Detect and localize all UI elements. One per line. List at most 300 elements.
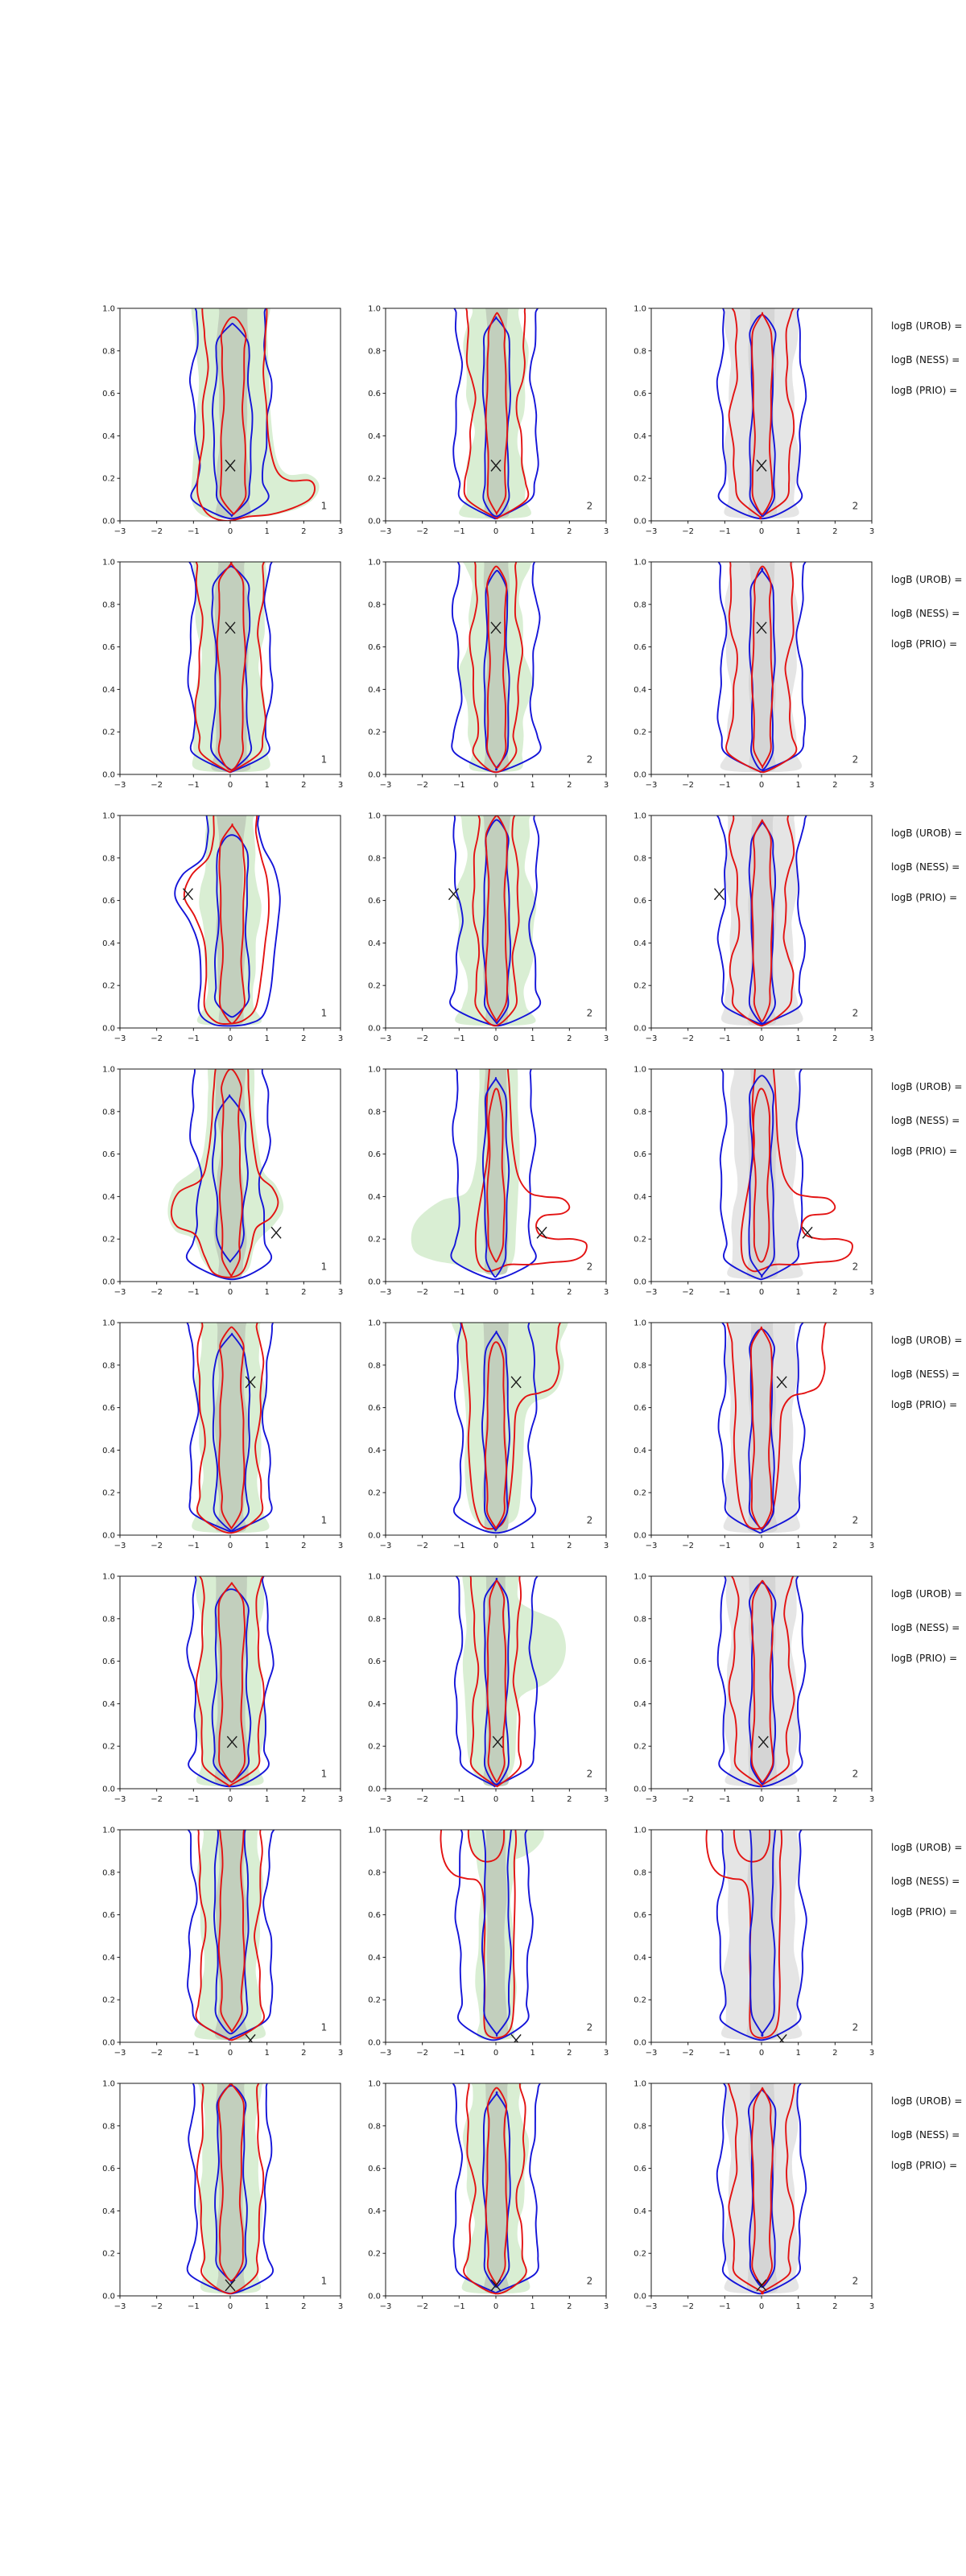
y-tick-label: 1.0 [634,811,646,821]
y-tick-label: 0.4 [368,1446,381,1455]
contour-layer [448,811,540,1026]
x-tick-label: 1 [795,1542,801,1550]
x-tick-label: −1 [187,781,200,790]
y-tick-label: 0.0 [368,1531,381,1541]
contour-layer [167,1064,283,1279]
x-tick-label: −3 [645,1542,658,1550]
x-tick-label: −2 [682,1034,695,1043]
x-tick-label: 1 [530,781,535,790]
subplot-r3c1 [88,811,352,1054]
y-tick-label: 0.0 [368,770,381,780]
subplot-r4c3 [619,1064,883,1307]
panel-corner-label: 2 [586,2275,593,2287]
contour-layer [184,1318,275,1533]
side-label-urob: logB (UROB) = [891,574,963,585]
x-tick-label: 2 [567,1288,572,1297]
x-tick-label: −3 [379,1542,392,1550]
y-tick-label: 1.0 [634,558,646,568]
y-tick-label: 0.6 [102,390,115,399]
side-label-urob: logB (UROB) = [891,828,963,839]
y-tick-label: 1.0 [368,304,381,314]
y-tick-label: 1.0 [102,1319,115,1328]
x-tick-label: −3 [114,781,126,790]
y-tick-label: 1.0 [368,1319,381,1328]
x-tick-label: 1 [795,781,801,790]
x-tick-label: −2 [151,2302,163,2311]
y-tick-label: 0.2 [634,2249,646,2259]
y-tick-label: 0.0 [368,517,381,526]
y-tick-label: 1.0 [368,1826,381,1835]
x-tick-label: −3 [645,1795,658,1804]
x-tick-label: −1 [187,2049,200,2058]
x-tick-label: −1 [187,527,200,536]
x-tick-label: 1 [530,2302,535,2311]
x-tick-label: 0 [493,1542,499,1550]
x-tick-label: 3 [603,1795,609,1804]
y-tick-label: 0.6 [368,1150,381,1160]
x-tick-label: 2 [832,2302,838,2311]
side-label-ness: logB (NESS) = [891,1115,960,1126]
side-label-prio: logB (PRIO) = [891,892,958,903]
subplot-r2c2 [353,557,617,800]
y-tick-label: 0.0 [634,1785,646,1794]
density-fill [191,303,319,518]
x-tick-label: −3 [114,2049,126,2058]
y-tick-label: 0.8 [634,1615,646,1624]
y-tick-label: 0.6 [368,1657,381,1667]
y-tick-label: 0.2 [634,728,646,737]
y-tick-label: 0.6 [634,2165,646,2174]
x-tick-label: −3 [645,2302,658,2311]
x-tick-label: −2 [682,527,695,536]
x-tick-label: −1 [452,527,465,536]
x-tick-label: −2 [151,1288,163,1297]
x-tick-label: 0 [758,2302,765,2311]
x-tick-label: −2 [416,527,429,536]
x-tick-label: −2 [151,781,163,790]
x-tick-label: −2 [416,1288,429,1297]
contour-layer [449,303,543,518]
y-tick-label: 0.2 [634,1488,646,1498]
x-tick-label: 2 [301,527,307,536]
y-tick-label: 0.4 [634,1953,646,1963]
x-tick-label: 1 [264,2049,270,2058]
x-tick-label: 1 [264,1795,270,1804]
side-label-ness: logB (NESS) = [891,608,960,619]
y-tick-label: 0.6 [368,2165,381,2174]
panel-corner-label: 2 [852,1007,859,1019]
y-tick-label: 1.0 [368,1572,381,1582]
subplot-r4c1 [88,1064,352,1307]
x-tick-label: −3 [114,1795,126,1804]
y-tick-label: 0.8 [368,347,381,357]
y-tick-label: 0.4 [368,2207,381,2216]
x-tick-label: 3 [869,2049,875,2058]
panel-corner-label: 1 [320,753,328,766]
panel-corner-label: 1 [320,1007,328,1019]
y-tick-label: 0.0 [102,770,115,780]
x-tick-label: 0 [227,2049,233,2058]
y-tick-label: 1.0 [102,1826,115,1835]
x-tick-label: 2 [567,2049,572,2058]
x-tick-label: −3 [379,527,392,536]
panel-corner-label: 1 [320,1768,328,1780]
x-tick-label: −2 [682,2049,695,2058]
side-label-prio: logB (PRIO) = [891,1653,958,1664]
subplot-r3c3 [619,811,883,1054]
y-tick-label: 0.8 [368,1615,381,1624]
y-tick-label: 0.2 [368,1235,381,1245]
panel-corner-label: 2 [852,2021,859,2033]
x-tick-label: −3 [645,1034,658,1043]
subplot-r3c2 [353,811,617,1054]
x-tick-label: 2 [567,527,572,536]
panel-corner-label: 2 [586,1768,593,1780]
y-tick-label: 0.0 [368,1785,381,1794]
x-tick-label: −2 [151,1542,163,1550]
side-label-ness: logB (NESS) = [891,354,960,365]
y-tick-label: 0.6 [634,390,646,399]
x-tick-label: 2 [832,1795,838,1804]
subplot-r8c1 [88,2079,352,2322]
x-tick-label: −3 [114,527,126,536]
x-tick-label: −1 [187,1034,200,1043]
x-tick-label: −1 [452,1288,465,1297]
y-tick-label: 0.2 [368,1488,381,1498]
x-tick-label: 3 [869,1795,875,1804]
x-tick-label: −1 [718,1795,731,1804]
y-tick-label: 0.8 [368,601,381,610]
x-tick-label: −3 [379,2049,392,2058]
x-tick-label: 0 [758,1795,765,1804]
side-label-prio: logB (PRIO) = [891,1906,958,1918]
contour-layer [716,1064,852,1279]
x-tick-label: −1 [718,1542,731,1550]
x-tick-label: 0 [493,781,499,790]
side-label-ness: logB (NESS) = [891,1622,960,1633]
x-tick-label: 3 [337,527,344,536]
x-tick-label: 3 [603,2049,609,2058]
x-tick-label: 0 [493,2049,499,2058]
x-tick-label: 2 [832,781,838,790]
y-tick-label: 1.0 [634,1826,646,1835]
x-tick-label: −1 [718,781,731,790]
subplot-r2c1 [88,557,352,800]
x-tick-label: 2 [832,527,838,536]
contour-layer [717,2079,808,2293]
subplot-r7c1 [88,1825,352,2068]
contour-layer [452,557,541,772]
side-label-urob: logB (UROB) = [891,1588,963,1600]
y-tick-label: 1.0 [368,811,381,821]
subplot-r5c2 [353,1318,617,1561]
x-tick-label: 3 [603,781,609,790]
y-tick-label: 0.2 [634,1742,646,1752]
y-tick-label: 0.4 [102,1446,115,1455]
side-label-ness: logB (NESS) = [891,1876,960,1887]
y-tick-label: 0.4 [634,1446,646,1455]
x-tick-label: 2 [301,1034,307,1043]
y-tick-label: 0.0 [634,1024,646,1034]
true-value-marker [714,889,724,900]
y-tick-label: 0.2 [102,1742,115,1752]
x-tick-label: −3 [645,781,658,790]
y-tick-label: 0.8 [102,1361,115,1371]
x-tick-label: −3 [379,1034,392,1043]
y-tick-label: 0.4 [368,939,381,948]
y-tick-label: 0.6 [634,1911,646,1921]
y-tick-label: 0.6 [634,643,646,653]
x-tick-label: 0 [758,1034,765,1043]
x-tick-label: 1 [264,527,270,536]
contour-layer [706,1825,807,2046]
y-tick-label: 0.4 [102,939,115,948]
y-tick-label: 0.6 [368,1911,381,1921]
x-tick-label: 3 [603,1034,609,1043]
x-tick-label: −2 [682,1795,695,1804]
y-tick-label: 0.4 [368,1953,381,1963]
y-tick-label: 1.0 [368,558,381,568]
x-tick-label: 2 [832,2049,838,2058]
y-tick-label: 0.8 [102,601,115,610]
x-tick-label: 2 [301,1542,307,1550]
x-tick-label: −1 [452,2302,465,2311]
y-tick-label: 0.8 [102,347,115,357]
y-tick-label: 0.0 [368,1278,381,1287]
x-tick-label: 2 [301,1288,307,1297]
y-tick-label: 0.2 [368,1742,381,1752]
x-tick-label: −3 [114,1034,126,1043]
x-tick-label: −1 [187,1795,200,1804]
panel-corner-label: 1 [320,1514,328,1526]
x-tick-label: 1 [795,1288,801,1297]
subplot-r1c2 [353,303,617,547]
y-tick-label: 0.6 [634,897,646,906]
contour-layer [716,1318,828,1533]
y-tick-label: 0.0 [634,1278,646,1287]
y-tick-label: 0.4 [102,1699,115,1709]
subplot-r2c3 [619,557,883,800]
x-tick-label: −3 [379,1795,392,1804]
y-tick-label: 0.2 [102,2249,115,2259]
contour-layer [450,1571,566,1786]
y-tick-label: 0.6 [368,643,381,653]
y-tick-label: 0.4 [634,431,646,441]
x-tick-label: 3 [603,527,609,536]
x-tick-label: −1 [452,1034,465,1043]
y-tick-label: 0.2 [102,1488,115,1498]
y-tick-label: 0.8 [102,854,115,864]
x-tick-label: −3 [114,1542,126,1550]
y-tick-label: 0.8 [634,1868,646,1878]
x-tick-label: 0 [758,527,765,536]
y-tick-label: 0.0 [634,2038,646,2048]
y-tick-label: 0.4 [634,1699,646,1709]
x-tick-label: 3 [337,1542,344,1550]
y-tick-label: 1.0 [102,558,115,568]
side-label-prio: logB (PRIO) = [891,638,958,650]
x-tick-label: −1 [452,2049,465,2058]
contour-layer [188,2079,273,2293]
x-tick-label: 0 [227,1542,233,1550]
x-tick-label: −2 [682,1288,695,1297]
panel-corner-label: 2 [586,1007,593,1019]
y-tick-label: 0.0 [102,1531,115,1541]
panel-corner-label: 2 [852,753,859,766]
y-tick-label: 0.6 [102,897,115,906]
x-tick-label: 1 [795,2302,801,2311]
y-tick-label: 0.2 [102,728,115,737]
side-label-urob: logB (UROB) = [891,2095,963,2107]
panel-corner-label: 1 [320,500,328,512]
x-tick-label: −1 [452,781,465,790]
y-tick-label: 1.0 [368,2079,381,2089]
x-tick-label: 3 [869,1288,875,1297]
subplot-r4c2 [353,1064,617,1307]
y-tick-label: 0.0 [368,2038,381,2048]
y-tick-label: 0.2 [102,1235,115,1245]
x-tick-label: −2 [151,1795,163,1804]
x-tick-label: −2 [682,781,695,790]
y-tick-label: 0.2 [634,1996,646,2005]
y-tick-label: 1.0 [102,1065,115,1075]
x-tick-label: 1 [530,1288,535,1297]
y-tick-label: 0.6 [368,1404,381,1414]
x-tick-label: 0 [758,2049,765,2058]
y-tick-label: 0.8 [368,854,381,864]
x-tick-label: 1 [530,2049,535,2058]
side-label-prio: logB (PRIO) = [891,1146,958,1157]
x-tick-label: 3 [337,1795,344,1804]
y-tick-label: 1.0 [634,1572,646,1582]
x-tick-label: 2 [832,1034,838,1043]
panel-corner-label: 2 [852,1261,859,1273]
x-tick-label: −1 [718,2302,731,2311]
x-tick-label: −2 [151,527,163,536]
y-tick-label: 0.0 [102,1278,115,1287]
y-tick-label: 0.2 [368,2249,381,2259]
x-tick-label: −1 [452,1542,465,1550]
x-tick-label: 3 [337,2302,344,2311]
x-tick-label: −2 [416,1034,429,1043]
y-tick-label: 0.0 [102,2038,115,2048]
x-tick-label: 2 [301,2049,307,2058]
contour-layer [717,303,807,518]
x-tick-label: 3 [603,1542,609,1550]
x-tick-label: −3 [379,781,392,790]
x-tick-label: 1 [795,527,801,536]
x-tick-label: −1 [187,1288,200,1297]
y-tick-label: 0.0 [634,517,646,526]
x-tick-label: 3 [869,527,875,536]
x-tick-label: −1 [718,1034,731,1043]
x-tick-label: −2 [416,781,429,790]
x-tick-label: −2 [416,1795,429,1804]
panel-corner-label: 2 [586,753,593,766]
x-tick-label: 1 [530,527,535,536]
x-tick-label: −1 [718,2049,731,2058]
x-tick-label: 1 [530,1034,535,1043]
y-tick-label: 0.6 [102,643,115,653]
y-tick-label: 0.4 [368,1699,381,1709]
y-tick-label: 0.6 [634,1657,646,1667]
x-tick-label: −2 [416,1542,429,1550]
x-tick-label: 3 [603,2302,609,2311]
y-tick-label: 0.2 [634,1235,646,1245]
x-tick-label: −1 [718,1288,731,1297]
contour-layer [448,2079,544,2293]
y-tick-label: 0.0 [102,517,115,526]
x-tick-label: 1 [795,1795,801,1804]
subplot-r7c3 [619,1825,883,2068]
y-tick-label: 0.8 [368,2122,381,2132]
y-tick-label: 0.2 [634,981,646,991]
y-tick-label: 0.4 [634,685,646,695]
subplot-r7c2 [353,1825,617,2068]
y-tick-label: 0.6 [634,1150,646,1160]
x-tick-label: 2 [567,2302,572,2311]
x-tick-label: 2 [567,781,572,790]
x-tick-label: 1 [264,1542,270,1550]
x-tick-label: 0 [227,781,233,790]
subplot-r5c3 [619,1318,883,1561]
y-tick-label: 0.4 [102,685,115,695]
y-tick-label: 0.4 [102,431,115,441]
side-label-urob: logB (UROB) = [891,1335,963,1346]
y-tick-label: 0.2 [368,474,381,484]
x-tick-label: 1 [795,2049,801,2058]
side-label-ness: logB (NESS) = [891,1368,960,1380]
contour-layer [713,557,811,772]
x-tick-label: −3 [645,527,658,536]
y-tick-label: 1.0 [368,1065,381,1075]
y-tick-label: 0.8 [368,1108,381,1117]
y-tick-label: 0.8 [102,2122,115,2132]
panel-corner-label: 1 [320,2275,328,2287]
y-tick-label: 0.2 [102,1996,115,2005]
side-label-urob: logB (UROB) = [891,1081,963,1092]
y-tick-label: 0.8 [368,1868,381,1878]
panel-corner-label: 2 [852,500,859,512]
x-tick-label: 0 [227,1288,233,1297]
x-tick-label: −2 [151,1034,163,1043]
y-tick-label: 0.4 [634,1192,646,1202]
panel-corner-label: 2 [586,2021,593,2033]
x-tick-label: 0 [227,527,233,536]
y-tick-label: 0.4 [102,2207,115,2216]
y-tick-label: 1.0 [634,2079,646,2089]
subplot-r5c1 [88,1318,352,1561]
subplot-r6c3 [619,1571,883,1814]
x-tick-label: 1 [530,1542,535,1550]
y-tick-label: 1.0 [102,1572,115,1582]
x-tick-label: −2 [416,2302,429,2311]
y-tick-label: 0.8 [634,1108,646,1117]
x-tick-label: 0 [493,2302,499,2311]
y-tick-label: 0.8 [102,1108,115,1117]
x-tick-label: −2 [416,2049,429,2058]
x-tick-label: 1 [264,1288,270,1297]
x-tick-label: 2 [567,1542,572,1550]
panel-corner-label: 2 [852,1514,859,1526]
y-tick-label: 0.4 [368,431,381,441]
y-tick-label: 0.8 [634,854,646,864]
panel-corner-label: 1 [320,2021,328,2033]
x-tick-label: −3 [645,1288,658,1297]
side-label-prio: logB (PRIO) = [891,385,958,396]
y-tick-label: 0.8 [634,2122,646,2132]
x-tick-label: −3 [114,2302,126,2311]
